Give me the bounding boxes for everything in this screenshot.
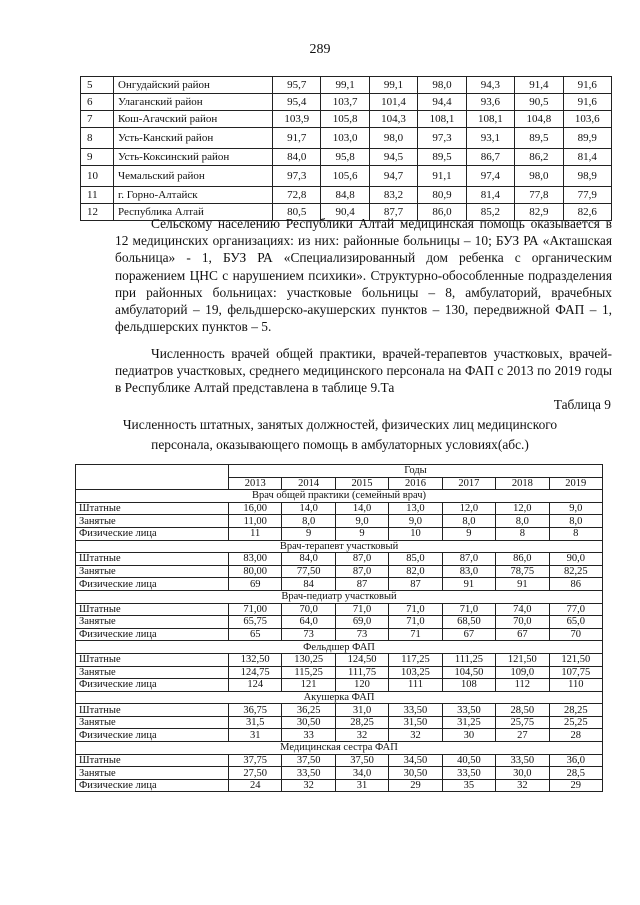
row-value: 8,0 — [496, 515, 549, 528]
row-value: 117,25 — [389, 653, 442, 666]
table-row — [76, 565, 603, 578]
row-value: 108 — [442, 679, 495, 692]
row-value: 109,0 — [496, 666, 549, 679]
row-value: 70,0 — [282, 603, 335, 616]
district-value: 99,1 — [369, 77, 417, 94]
row-value: 90,0 — [549, 553, 602, 566]
district-value: 77,9 — [563, 187, 611, 204]
section-title-row — [76, 490, 603, 503]
district-value: 91,4 — [515, 77, 563, 94]
district-name: Чемальский район — [114, 166, 273, 187]
row-value: 69,0 — [335, 616, 388, 629]
row-value: 83,00 — [229, 553, 282, 566]
district-value: 104,3 — [369, 111, 417, 128]
page-number: 289 — [309, 42, 331, 57]
staff-table — [75, 464, 603, 792]
row-value: 104,50 — [442, 666, 495, 679]
row-value: 31,5 — [229, 716, 282, 729]
table-row — [76, 679, 603, 692]
row-value: 32 — [389, 729, 442, 742]
table-row — [76, 578, 603, 591]
district-value: 98,0 — [369, 128, 417, 149]
row-value: 36,25 — [282, 704, 335, 717]
table-caption-line-1: Численность штатных, занятых должностей, физических лиц медицинского — [122, 417, 558, 432]
row-value: 27 — [496, 729, 549, 742]
district-number: 10 — [81, 166, 114, 187]
district-number: 5 — [81, 77, 114, 94]
row-value: 71,0 — [389, 603, 442, 616]
district-row — [81, 187, 612, 204]
row-value: 77,50 — [282, 565, 335, 578]
district-name: Республика Алтай — [114, 204, 273, 221]
section-title: Врач-педиатр участковый — [76, 590, 603, 603]
row-value: 83,0 — [442, 565, 495, 578]
row-value: 71,0 — [335, 603, 388, 616]
row-value: 85,0 — [389, 553, 442, 566]
row-value: 121,50 — [496, 653, 549, 666]
district-value: 89,5 — [418, 149, 466, 166]
row-value: 16,00 — [229, 502, 282, 515]
row-value: 121 — [282, 679, 335, 692]
row-value: 64,0 — [282, 616, 335, 629]
row-value: 65 — [229, 628, 282, 641]
row-label: Физические лица — [76, 679, 229, 692]
district-name: Усть-Коксинский район — [114, 149, 273, 166]
district-value: 97,3 — [273, 166, 321, 187]
district-value: 90,4 — [321, 204, 369, 221]
row-value: 34,50 — [389, 754, 442, 767]
table-row — [76, 616, 603, 629]
district-value: 86,2 — [515, 149, 563, 166]
district-value: 94,5 — [369, 149, 417, 166]
row-value: 67 — [496, 628, 549, 641]
row-value: 84,0 — [282, 553, 335, 566]
district-value: 105,6 — [321, 166, 369, 187]
row-value: 73 — [335, 628, 388, 641]
row-value: 33,50 — [282, 767, 335, 780]
row-label: Занятые — [76, 565, 229, 578]
row-label: Физические лица — [76, 578, 229, 591]
district-value: 94,7 — [369, 166, 417, 187]
row-value: 28,25 — [335, 716, 388, 729]
row-label: Занятые — [76, 716, 229, 729]
row-label: Штатные — [76, 502, 229, 515]
row-value: 9 — [335, 527, 388, 540]
row-label: Физические лица — [76, 628, 229, 641]
section-title: Врач-терапевт участковый — [76, 540, 603, 553]
row-value: 30 — [442, 729, 495, 742]
row-value: 68,50 — [442, 616, 495, 629]
row-value: 32 — [496, 779, 549, 792]
district-name: Онгудайский район — [114, 77, 273, 94]
row-value: 30,50 — [389, 767, 442, 780]
row-value: 11,00 — [229, 515, 282, 528]
table-row — [76, 527, 603, 540]
district-value: 89,9 — [563, 128, 611, 149]
row-value: 69 — [229, 578, 282, 591]
row-value: 14,0 — [335, 502, 388, 515]
row-value: 71,0 — [389, 616, 442, 629]
year-cell: 2014 — [282, 477, 335, 490]
district-number: 11 — [81, 187, 114, 204]
table-row — [76, 754, 603, 767]
year-cell: 2018 — [496, 477, 549, 490]
row-value: 34,0 — [335, 767, 388, 780]
section-title: Акушерка ФАП — [76, 691, 603, 704]
table-row — [76, 553, 603, 566]
years-header: Годы — [229, 465, 603, 478]
row-value: 29 — [389, 779, 442, 792]
district-value: 97,3 — [418, 128, 466, 149]
row-value: 8 — [496, 527, 549, 540]
district-value: 104,8 — [515, 111, 563, 128]
district-number: 12 — [81, 204, 114, 221]
row-value: 124,50 — [335, 653, 388, 666]
table-caption — [80, 415, 600, 455]
district-value: 89,5 — [515, 128, 563, 149]
row-value: 87,0 — [335, 553, 388, 566]
row-value: 87 — [335, 578, 388, 591]
district-value: 101,4 — [369, 94, 417, 111]
row-value: 31,0 — [335, 704, 388, 717]
row-value: 103,25 — [389, 666, 442, 679]
row-value: 111 — [389, 679, 442, 692]
district-value: 81,4 — [563, 149, 611, 166]
district-name: г. Горно-Алтайск — [114, 187, 273, 204]
row-value: 9 — [282, 527, 335, 540]
district-row — [81, 149, 612, 166]
row-value: 70,0 — [496, 616, 549, 629]
district-value: 97,4 — [466, 166, 514, 187]
row-label: Физические лица — [76, 527, 229, 540]
district-value: 77,8 — [515, 187, 563, 204]
district-value: 80,9 — [418, 187, 466, 204]
district-value: 98,0 — [515, 166, 563, 187]
table-row — [76, 704, 603, 717]
section-title-row — [76, 742, 603, 755]
row-value: 33,50 — [389, 704, 442, 717]
district-value: 95,7 — [273, 77, 321, 94]
row-value: 115,25 — [282, 666, 335, 679]
district-value: 105,8 — [321, 111, 369, 128]
year-cell: 2013 — [229, 477, 282, 490]
years-header-row — [76, 465, 603, 478]
district-value: 94,4 — [418, 94, 466, 111]
district-value: 82,6 — [563, 204, 611, 221]
row-value: 91 — [442, 578, 495, 591]
district-value: 108,1 — [418, 111, 466, 128]
district-value: 94,3 — [466, 77, 514, 94]
row-value: 31,25 — [442, 716, 495, 729]
district-row — [81, 166, 612, 187]
row-value: 30,0 — [496, 767, 549, 780]
row-value: 73 — [282, 628, 335, 641]
row-value: 10 — [389, 527, 442, 540]
row-value: 9,0 — [335, 515, 388, 528]
row-value: 8,0 — [549, 515, 602, 528]
row-value: 33,50 — [442, 704, 495, 717]
row-label: Штатные — [76, 603, 229, 616]
row-label: Штатные — [76, 754, 229, 767]
row-label: Занятые — [76, 515, 229, 528]
row-value: 67 — [442, 628, 495, 641]
row-value: 111,25 — [442, 653, 495, 666]
row-value: 31 — [335, 779, 388, 792]
row-value: 120 — [335, 679, 388, 692]
section-title: Фельдшер ФАП — [76, 641, 603, 654]
row-value: 33,50 — [442, 767, 495, 780]
district-value: 95,4 — [273, 94, 321, 111]
district-value: 82,9 — [515, 204, 563, 221]
section-title-row — [76, 641, 603, 654]
year-cell: 2017 — [442, 477, 495, 490]
row-value: 28,5 — [549, 767, 602, 780]
district-value: 93,1 — [466, 128, 514, 149]
district-table — [80, 76, 612, 221]
row-value: 30,50 — [282, 716, 335, 729]
row-value: 132,50 — [229, 653, 282, 666]
year-cell: 2015 — [335, 477, 388, 490]
district-number: 8 — [81, 128, 114, 149]
row-value: 87 — [389, 578, 442, 591]
row-value: 9,0 — [549, 502, 602, 515]
row-value: 36,75 — [229, 704, 282, 717]
row-value: 130,25 — [282, 653, 335, 666]
district-row — [81, 128, 612, 149]
district-number: 6 — [81, 94, 114, 111]
row-value: 36,0 — [549, 754, 602, 767]
paragraph-staff-count: Численность врачей общей практики, врачей-терапевтов участковых, врачей-педиатров участковых, среднего медицинского персонала на ФАП с 2013 по 2019 годы в Республике Алтай представлена в таблице 9.Та — [115, 346, 612, 396]
row-value: 35 — [442, 779, 495, 792]
section-title: Медицинская сестра ФАП — [76, 742, 603, 755]
row-value: 9,0 — [389, 515, 442, 528]
district-value: 103,0 — [321, 128, 369, 149]
row-value: 32 — [282, 779, 335, 792]
district-value: 98,0 — [418, 77, 466, 94]
year-cell: 2019 — [549, 477, 602, 490]
row-value: 84 — [282, 578, 335, 591]
row-value: 27,50 — [229, 767, 282, 780]
district-value: 91,6 — [563, 77, 611, 94]
section-title-row — [76, 540, 603, 553]
district-value: 83,2 — [369, 187, 417, 204]
row-value: 110 — [549, 679, 602, 692]
row-label: Штатные — [76, 704, 229, 717]
table-row — [76, 603, 603, 616]
district-value: 87,7 — [369, 204, 417, 221]
row-label: Физические лица — [76, 779, 229, 792]
row-label: Занятые — [76, 666, 229, 679]
row-value: 33,50 — [496, 754, 549, 767]
row-value: 31,50 — [389, 716, 442, 729]
table-row — [76, 628, 603, 641]
row-value: 86 — [549, 578, 602, 591]
district-value: 95,8 — [321, 149, 369, 166]
row-value: 77,0 — [549, 603, 602, 616]
section-title: Врач общей практики (семейный врач) — [76, 490, 603, 503]
empty-header-cell — [76, 465, 229, 490]
row-value: 8,0 — [282, 515, 335, 528]
row-value: 8,0 — [442, 515, 495, 528]
row-value: 14,0 — [282, 502, 335, 515]
row-label: Занятые — [76, 616, 229, 629]
district-row — [81, 77, 612, 94]
district-value: 103,9 — [273, 111, 321, 128]
row-label: Штатные — [76, 553, 229, 566]
row-value: 78,75 — [496, 565, 549, 578]
row-value: 37,50 — [335, 754, 388, 767]
table-row — [76, 729, 603, 742]
row-value: 80,00 — [229, 565, 282, 578]
district-value: 91,7 — [273, 128, 321, 149]
row-value: 87,0 — [335, 565, 388, 578]
row-value: 70 — [549, 628, 602, 641]
table-row — [76, 767, 603, 780]
district-row — [81, 111, 612, 128]
row-value: 82,25 — [549, 565, 602, 578]
district-value: 90,5 — [515, 94, 563, 111]
table-row — [76, 515, 603, 528]
row-value: 111,75 — [335, 666, 388, 679]
section-title-row — [76, 691, 603, 704]
row-value: 13,0 — [389, 502, 442, 515]
row-value: 9 — [442, 527, 495, 540]
row-value: 91 — [496, 578, 549, 591]
table-number: Таблица 9 — [553, 397, 611, 412]
row-label: Штатные — [76, 653, 229, 666]
row-value: 31 — [229, 729, 282, 742]
row-value: 107,75 — [549, 666, 602, 679]
district-number: 9 — [81, 149, 114, 166]
row-value: 74,0 — [496, 603, 549, 616]
district-value: 91,6 — [563, 94, 611, 111]
district-value: 72,8 — [273, 187, 321, 204]
table-row — [76, 779, 603, 792]
row-value: 12,0 — [496, 502, 549, 515]
district-value: 81,4 — [466, 187, 514, 204]
row-value: 25,75 — [496, 716, 549, 729]
district-name: Усть-Канский район — [114, 128, 273, 149]
district-value: 103,7 — [321, 94, 369, 111]
row-label: Физические лица — [76, 729, 229, 742]
district-value: 86,7 — [466, 149, 514, 166]
district-value: 98,9 — [563, 166, 611, 187]
district-name: Улаганский район — [114, 94, 273, 111]
row-value: 87,0 — [442, 553, 495, 566]
table-row — [76, 716, 603, 729]
table-row — [76, 666, 603, 679]
row-value: 65,75 — [229, 616, 282, 629]
table-row — [76, 653, 603, 666]
row-value: 29 — [549, 779, 602, 792]
row-value: 33 — [282, 729, 335, 742]
row-value: 71,0 — [442, 603, 495, 616]
row-value: 11 — [229, 527, 282, 540]
row-value: 25,25 — [549, 716, 602, 729]
year-cell: 2016 — [389, 477, 442, 490]
row-value: 124,75 — [229, 666, 282, 679]
row-value: 71 — [389, 628, 442, 641]
row-value: 82,0 — [389, 565, 442, 578]
district-value: 85,2 — [466, 204, 514, 221]
row-value: 28 — [549, 729, 602, 742]
district-value: 84,0 — [273, 149, 321, 166]
row-value: 86,0 — [496, 553, 549, 566]
district-value: 99,1 — [321, 77, 369, 94]
district-value: 93,6 — [466, 94, 514, 111]
district-value: 86,0 — [418, 204, 466, 221]
row-value: 12,0 — [442, 502, 495, 515]
table-caption-line-2: персонала, оказывающего помощь в амбулаторных условиях(абс.) — [151, 437, 529, 452]
district-row — [81, 94, 612, 111]
table-row — [76, 502, 603, 515]
row-value: 65,0 — [549, 616, 602, 629]
district-value: 84,8 — [321, 187, 369, 204]
row-value: 28,50 — [496, 704, 549, 717]
row-value: 112 — [496, 679, 549, 692]
row-value: 24 — [229, 779, 282, 792]
row-value: 37,75 — [229, 754, 282, 767]
row-value: 40,50 — [442, 754, 495, 767]
row-value: 32 — [335, 729, 388, 742]
district-value: 91,1 — [418, 166, 466, 187]
row-value: 37,50 — [282, 754, 335, 767]
section-title-row — [76, 590, 603, 603]
paragraph-rural-care: Сельскому населению Республики Алтай медицинская помощь оказывается в 12 медицинских организациях: из них: районные больницы – 10; БУЗ РА «Акташская больница» - 1, БУЗ РА «Специализированный дом ребенка с органическим поражением ЦНС с нарушением психики». Структурно-обособленные подразделения при районных больницах: участковые больницы – 8, амбулаторий, врачебных амбулаторий – 19, фельдшерско-акушерских пунктов – 130, передвижной ФАП – 1, фельдшерских пунктов – 5. — [115, 216, 612, 335]
district-name: Кош-Агачский район — [114, 111, 273, 128]
row-value: 71,00 — [229, 603, 282, 616]
row-value: 121,50 — [549, 653, 602, 666]
row-value: 28,25 — [549, 704, 602, 717]
row-value: 8 — [549, 527, 602, 540]
district-value: 80,5 — [273, 204, 321, 221]
row-value: 124 — [229, 679, 282, 692]
district-value: 108,1 — [466, 111, 514, 128]
row-label: Занятые — [76, 767, 229, 780]
district-value: 103,6 — [563, 111, 611, 128]
district-number: 7 — [81, 111, 114, 128]
